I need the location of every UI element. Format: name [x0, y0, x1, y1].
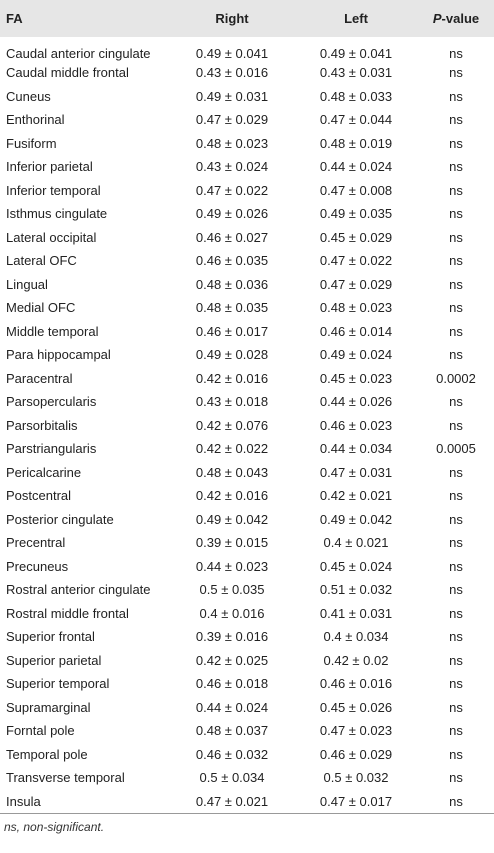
- cell-p-value: ns: [449, 394, 463, 410]
- cell-region: Lingual: [6, 276, 48, 292]
- header-p-suffix: -value: [441, 11, 480, 26]
- cell-p-value: ns: [449, 652, 463, 668]
- cell-region: Superior temporal: [6, 676, 110, 692]
- cell-p-value: ns: [449, 488, 463, 504]
- cell-right: 0.44 ± 0.023: [195, 558, 269, 574]
- cell-p-value: ns: [449, 770, 463, 786]
- cell-right: 0.42 ± 0.016: [195, 488, 269, 504]
- cell-p-value: ns: [449, 112, 463, 128]
- cell-p-value: 0.0002: [436, 370, 476, 386]
- table-row: [0, 61, 494, 85]
- cell-p-value: ns: [449, 417, 463, 433]
- cell-p-value: ns: [449, 135, 463, 151]
- cell-right: 0.49 ± 0.042: [195, 511, 269, 527]
- table-row: [0, 296, 494, 320]
- cell-right: 0.49 ± 0.041: [195, 46, 269, 61]
- cell-left: 0.5 ± 0.032: [323, 770, 389, 786]
- cell-region: Superior frontal: [6, 629, 95, 645]
- cell-left: 0.47 ± 0.029: [319, 276, 393, 292]
- cell-right: 0.48 ± 0.035: [195, 300, 269, 316]
- cell-region: Medial OFC: [6, 300, 76, 316]
- cell-region: Lateral occipital: [6, 229, 97, 245]
- cell-p-value: ns: [449, 229, 463, 245]
- cell-right: 0.43 ± 0.024: [195, 159, 269, 175]
- cell-region: Precentral: [6, 535, 66, 551]
- cell-p-value: ns: [449, 347, 463, 363]
- table-row: [0, 249, 494, 273]
- table-row: [0, 719, 494, 743]
- cell-p-value: ns: [449, 182, 463, 198]
- cell-region: Para hippocampal: [6, 347, 111, 363]
- cell-p-value: ns: [449, 511, 463, 527]
- cell-right: 0.39 ± 0.016: [195, 629, 269, 645]
- cell-left: 0.47 ± 0.008: [319, 182, 393, 198]
- cell-p-value: ns: [449, 464, 463, 480]
- cell-right: 0.44 ± 0.024: [195, 699, 269, 715]
- cell-right: 0.48 ± 0.023: [195, 135, 269, 151]
- header-row: [0, 0, 494, 37]
- table-row: [0, 790, 494, 814]
- cell-region: Parsopercularis: [6, 394, 97, 410]
- cell-p-value: ns: [449, 558, 463, 574]
- cell-region: Parsorbitalis: [6, 417, 78, 433]
- cell-left: 0.4 ± 0.021: [323, 535, 389, 551]
- table-body: [0, 37, 494, 813]
- table-row: [0, 132, 494, 156]
- table-row: [0, 461, 494, 485]
- cell-right: 0.48 ± 0.043: [195, 464, 269, 480]
- cell-region: Fusiform: [6, 135, 57, 151]
- cell-left: 0.47 ± 0.022: [319, 253, 393, 269]
- cell-region: Rostral anterior cingulate: [6, 582, 151, 598]
- cell-right: 0.49 ± 0.028: [195, 347, 269, 363]
- table-row: [0, 108, 494, 132]
- cell-left: 0.49 ± 0.042: [319, 511, 393, 527]
- table-header: [0, 0, 494, 37]
- cell-right: 0.5 ± 0.034: [199, 770, 265, 786]
- cell-right: 0.4 ± 0.016: [199, 605, 265, 621]
- cell-p-value: ns: [449, 323, 463, 339]
- header-right: Right: [215, 11, 249, 26]
- table-row: [0, 273, 494, 297]
- table-row: [0, 414, 494, 438]
- table-row: [0, 508, 494, 532]
- cell-right: 0.49 ± 0.031: [195, 88, 269, 104]
- cell-left: 0.49 ± 0.035: [319, 206, 393, 222]
- cell-p-value: ns: [449, 793, 463, 809]
- table-row: [0, 555, 494, 579]
- cell-right: 0.42 ± 0.076: [195, 417, 269, 433]
- cell-p-value: ns: [449, 605, 463, 621]
- cell-region: Superior parietal: [6, 652, 102, 668]
- cell-right: 0.42 ± 0.016: [195, 370, 269, 386]
- cell-right: 0.46 ± 0.018: [195, 676, 269, 692]
- table-row: [0, 437, 494, 461]
- header-left: Left: [344, 11, 368, 26]
- cell-left: 0.44 ± 0.026: [319, 394, 393, 410]
- cell-region: Postcentral: [6, 488, 72, 504]
- header-p-italic: P: [432, 11, 442, 26]
- cell-left: 0.46 ± 0.014: [319, 323, 393, 339]
- cell-right: 0.46 ± 0.027: [195, 229, 269, 245]
- table-row: [0, 578, 494, 602]
- cell-p-value: ns: [449, 746, 463, 762]
- cell-region: Precuneus: [6, 558, 69, 574]
- cell-right: 0.46 ± 0.032: [195, 746, 269, 762]
- cell-region: Middle temporal: [6, 323, 99, 339]
- cell-region: Isthmus cingulate: [6, 206, 108, 222]
- cell-p-value: ns: [449, 159, 463, 175]
- cell-left: 0.45 ± 0.024: [319, 558, 393, 574]
- cell-p-value: ns: [449, 535, 463, 551]
- cell-right: 0.39 ± 0.015: [195, 535, 269, 551]
- table-row: [0, 672, 494, 696]
- cell-right: 0.46 ± 0.035: [195, 253, 269, 269]
- cell-left: 0.49 ± 0.024: [319, 347, 393, 363]
- cell-region: Caudal anterior cingulate: [6, 46, 151, 61]
- footnote: ns, non-significant.: [4, 820, 105, 834]
- cell-p-value: ns: [449, 65, 463, 81]
- table-row: [0, 531, 494, 555]
- cell-right: 0.5 ± 0.035: [199, 582, 265, 598]
- cell-left: 0.45 ± 0.029: [319, 229, 393, 245]
- table-row: [0, 743, 494, 767]
- cell-region: Parstriangularis: [6, 441, 97, 457]
- table-row: [0, 85, 494, 109]
- cell-left: 0.48 ± 0.033: [319, 88, 393, 104]
- cell-left: 0.44 ± 0.034: [319, 441, 393, 457]
- cell-region: Rostral middle frontal: [6, 605, 129, 621]
- cell-left: 0.4 ± 0.034: [323, 629, 389, 645]
- cell-left: 0.48 ± 0.023: [319, 300, 393, 316]
- cell-right: 0.47 ± 0.029: [195, 112, 269, 128]
- cell-p-value: ns: [449, 300, 463, 316]
- cell-p-value: 0.0005: [436, 441, 476, 457]
- table-row: [0, 390, 494, 414]
- cell-left: 0.44 ± 0.024: [319, 159, 393, 175]
- cell-left: 0.51 ± 0.032: [319, 582, 393, 598]
- cell-right: 0.49 ± 0.026: [195, 206, 269, 222]
- cell-left: 0.47 ± 0.023: [319, 723, 393, 739]
- cell-p-value: ns: [449, 723, 463, 739]
- table-row: [0, 625, 494, 649]
- cell-right: 0.47 ± 0.022: [195, 182, 269, 198]
- cell-right: 0.48 ± 0.037: [195, 723, 269, 739]
- cell-p-value: ns: [449, 206, 463, 222]
- cell-left: 0.46 ± 0.029: [319, 746, 393, 762]
- table-row: [0, 602, 494, 626]
- cell-region: Inferior temporal: [6, 182, 101, 198]
- cell-right: 0.42 ± 0.025: [195, 652, 269, 668]
- table-row: [0, 179, 494, 203]
- table-row: [0, 766, 494, 790]
- cell-left: 0.42 ± 0.021: [319, 488, 393, 504]
- cell-region: Insula: [6, 793, 41, 809]
- cell-right: 0.43 ± 0.018: [195, 394, 269, 410]
- cell-p-value: ns: [449, 676, 463, 692]
- cell-p-value: ns: [449, 276, 463, 292]
- cell-right: 0.43 ± 0.016: [195, 65, 269, 81]
- table-row: [0, 484, 494, 508]
- cell-region: Forntal pole: [6, 723, 75, 739]
- cell-left: 0.47 ± 0.044: [319, 112, 393, 128]
- cell-left: 0.47 ± 0.017: [319, 793, 393, 809]
- cell-region: Caudal middle frontal: [6, 65, 129, 81]
- table-row: [0, 320, 494, 344]
- cell-region: Pericalcarine: [6, 464, 82, 480]
- table-row: [0, 226, 494, 250]
- cell-region: Transverse temporal: [6, 770, 125, 786]
- cell-region: Temporal pole: [6, 746, 88, 762]
- cell-p-value: ns: [449, 629, 463, 645]
- cell-left: 0.45 ± 0.026: [319, 699, 393, 715]
- cell-p-value: ns: [449, 253, 463, 269]
- cell-left: 0.43 ± 0.031: [319, 65, 393, 81]
- cell-region: Enthorinal: [6, 112, 65, 128]
- cell-left: 0.47 ± 0.031: [319, 464, 393, 480]
- cell-region: Paracentral: [6, 370, 73, 386]
- cell-p-value: ns: [449, 46, 463, 61]
- table-row: [0, 343, 494, 367]
- cell-right: 0.47 ± 0.021: [195, 793, 269, 809]
- cell-left: 0.46 ± 0.023: [319, 417, 393, 433]
- cell-region: Lateral OFC: [6, 253, 77, 269]
- cell-right: 0.42 ± 0.022: [195, 441, 269, 457]
- cell-left: 0.45 ± 0.023: [319, 370, 393, 386]
- header-fa: FA: [6, 11, 23, 26]
- cell-region: Cuneus: [6, 88, 51, 104]
- table-row: [0, 696, 494, 720]
- cell-region: Posterior cingulate: [6, 511, 114, 527]
- cell-right: 0.46 ± 0.017: [195, 323, 269, 339]
- table-row: [0, 37, 494, 61]
- table-row: [0, 202, 494, 226]
- table-row: [0, 155, 494, 179]
- cell-left: 0.42 ± 0.02: [323, 652, 389, 668]
- cell-p-value: ns: [449, 699, 463, 715]
- cell-region: Inferior parietal: [6, 159, 93, 175]
- cell-right: 0.48 ± 0.036: [195, 276, 269, 292]
- table-row: [0, 367, 494, 391]
- cell-left: 0.41 ± 0.031: [319, 605, 393, 621]
- cell-p-value: ns: [449, 582, 463, 598]
- cell-left: 0.48 ± 0.019: [319, 135, 393, 151]
- cell-left: 0.46 ± 0.016: [319, 676, 393, 692]
- cell-p-value: ns: [449, 88, 463, 104]
- header-p-value: [418, 0, 494, 37]
- cell-left: 0.49 ± 0.041: [319, 46, 393, 61]
- table-row: [0, 649, 494, 673]
- cell-region: Supramarginal: [6, 699, 91, 715]
